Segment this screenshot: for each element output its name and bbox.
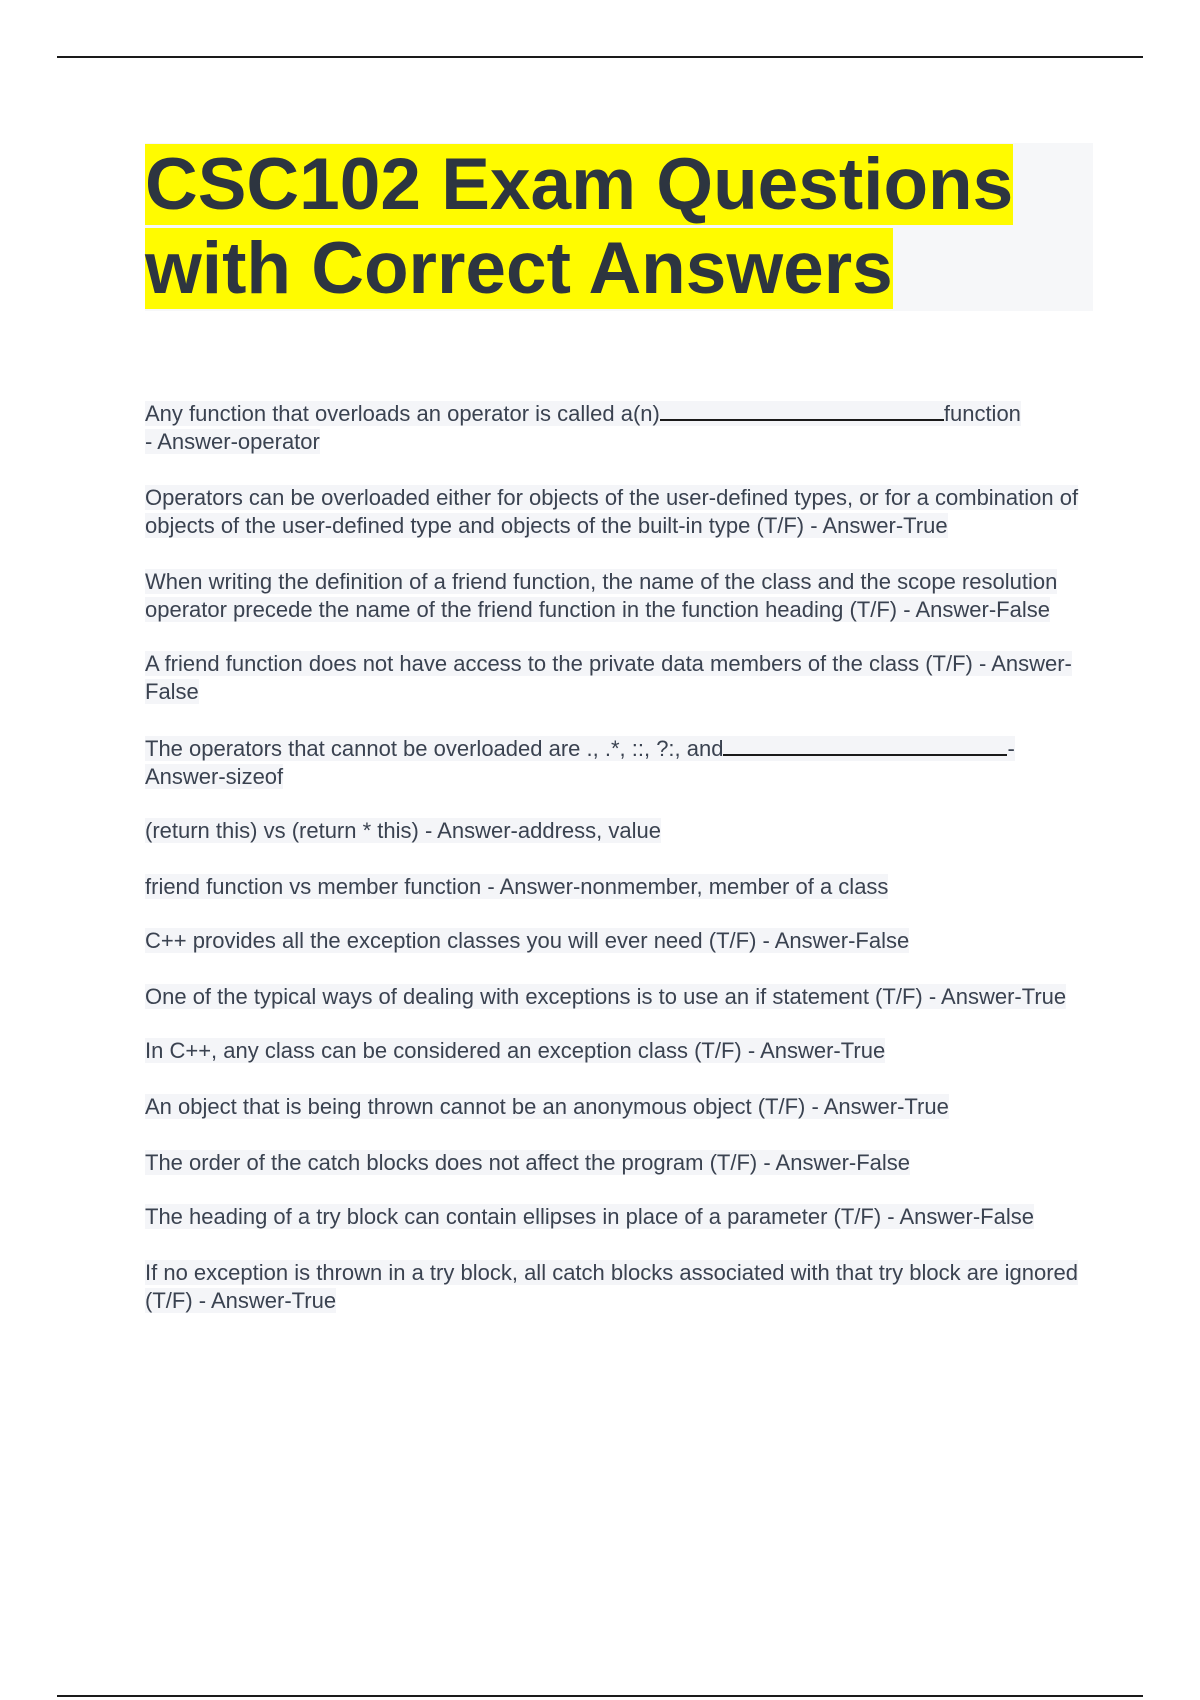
qa-9-text: One of the typical ways of dealing with exceptions is to use an if statement (T/F) - Answer-True [145,984,1067,1009]
qa-5-answer: Answer-sizeof [145,764,284,789]
qa-item-6 [145,817,1085,845]
qa-item-5 [145,734,1085,791]
qa-13-text: The heading of a try block can contain ellipses in place of a parameter (T/F) - Answer-False [145,1204,1034,1229]
qa-item-13 [145,1203,1085,1231]
fill-in-blank-2 [723,734,1007,756]
title-block [145,143,1093,311]
qa-5-suffix: - [1007,736,1015,761]
qa-item-8 [145,927,1085,955]
title-line-1: CSC102 Exam Questions [145,144,1014,225]
qa-item-2 [145,484,1085,540]
qa-12-text: The order of the catch blocks does not affect the program (T/F) - Answer-False [145,1150,911,1175]
qa-item-3 [145,568,1085,624]
qa-item-1 [145,399,1085,456]
qa-1-suffix: function [943,401,1021,426]
qa-3-text: When writing the definition of a friend function, the name of the class and the scope resolution operator precede the name of the friend function in the function heading (T/F) - Answer-False [145,569,1058,622]
qa-11-text: An object that is being thrown cannot be an anonymous object (T/F) - Answer-True [145,1094,949,1119]
qa-item-11 [145,1093,1085,1121]
bottom-rule [57,1695,1143,1697]
qa-item-7 [145,873,1085,901]
qa-5-question: The operators that cannot be overloaded are ., .*, ::, ?:, and [145,736,724,761]
qa-7-text: friend function vs member function - Answer-nonmember, member of a class [145,874,889,899]
qa-list [145,399,1085,1315]
qa-10-text: In C++, any class can be considered an exception class (T/F) - Answer-True [145,1038,886,1063]
top-rule [57,56,1143,58]
title-line-2: with Correct Answers [145,228,893,309]
qa-1-answer: - Answer-operator [145,429,320,454]
qa-item-10 [145,1037,1085,1065]
qa-8-text: C++ provides all the exception classes you will ever need (T/F) - Answer-False [145,928,910,953]
qa-item-9 [145,983,1085,1011]
qa-6-text: (return this) vs (return * this) - Answer-address, value [145,818,661,843]
qa-2-text: Operators can be overloaded either for objects of the user-defined types, or for a combination of objects of the user-defined type and objects of the built-in type (T/F) - Answer-True [145,485,1079,538]
qa-item-14 [145,1259,1085,1315]
page-title [145,143,1093,311]
qa-14-text: If no exception is thrown in a try block, all catch blocks associated with that try block are ignored (T/F) - Answer-True [145,1260,1079,1313]
qa-item-4 [145,650,1085,706]
fill-in-blank-1 [660,399,944,421]
qa-1-question: Any function that overloads an operator is called a(n) [145,401,660,426]
qa-item-12 [145,1149,1085,1177]
qa-4-text: A friend function does not have access to the private data members of the class (T/F) - Answer-False [145,651,1072,704]
